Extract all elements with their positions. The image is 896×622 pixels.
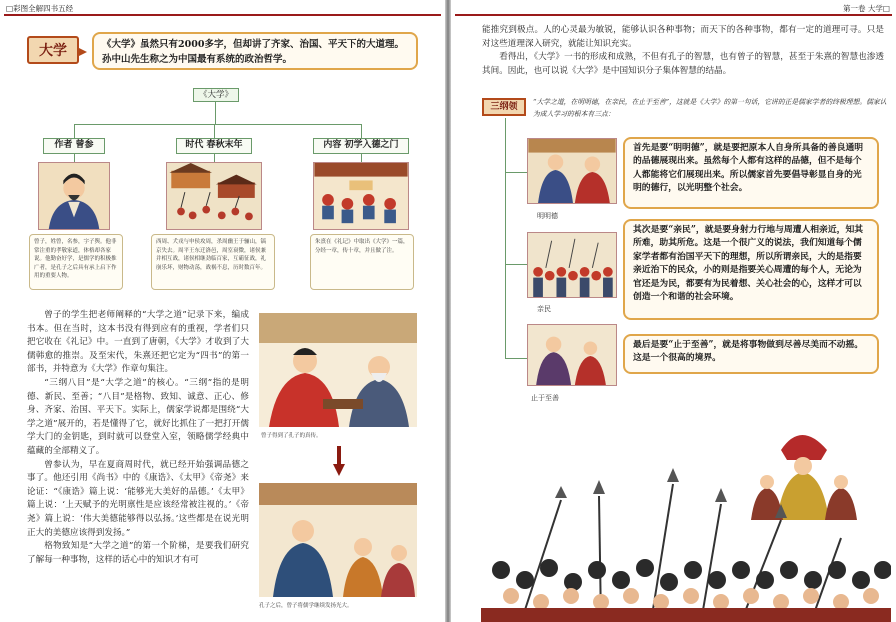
confucius-teaching-illustration <box>259 313 417 427</box>
qin-min-illustration <box>527 232 617 298</box>
paragraph: 曾子的学生把老师阐释的“大学之道”记录下来，编成书本。但在当时，这本书没有得到应有的重视，学者们只把它收在《礼记》中。一直到了唐朝，《大学》才收到了大儒韩愈的推崇。及至宋代，朱熹还把它定为“四书”的第一部书，并特意为《大学》作章句集注。 <box>27 310 249 375</box>
great-learning-class-illustration <box>313 162 409 230</box>
paragraph: 看得出，《大学》一书的形成和成熟，不但有孔子的智慧，也有曾子的智慧，甚至于朱熹的智慧也渗透其间。因此，也可以说《大学》是中国知识分子集体智慧的结晶。 <box>482 52 884 76</box>
right-body-text-top <box>482 24 884 78</box>
tree-connector <box>74 124 362 125</box>
point-bubble-zhi-yu-zhi-shan: 最后是要“止于至善”，就是将事物做到尽善尽美而不动摇。这是一个很高的境界。 <box>623 334 879 374</box>
down-arrow-icon <box>333 446 345 476</box>
zhi-yu-zhi-shan-illustration <box>527 324 617 386</box>
paragraph: 能推究到极点。人的心灵最为敏锐，能够认识各种事物；而天下的各种事物，都有一定的道理可寻。只是对这些道理深入研究，就能让知识充实。 <box>482 25 884 49</box>
left-page <box>0 0 445 622</box>
tree-connector <box>214 124 215 138</box>
content-note: 朱熹在《礼记》中取出《大学》一篇，分经一章，传十章，并且做了注。 <box>310 234 414 290</box>
point-bubble-qin-min: 其次是要“亲民”，就是要身射力行地与周遭人相亲近，知其所难，助其所危。这是一个很广义的说法，我们知道每个儒家学者都有治国平天下的理想，所以所谓亲民，大的是指要亲近治下的民众，小的则是指要关心周遭的每个人，无论为官还是为民，都要有为民着想、关心社会的心，这样才可以创造一个和谐的社会环境。 <box>623 219 879 320</box>
section-intro: “大学之道，在明明德，在亲民，在止于至善”，这就是《大学》的第一句话，它讲的正是儒家学者的终极理想。儒家认为成人学习的根本有三点： <box>533 98 887 118</box>
paragraph: “三纲八目”是“大学之道”的核心。“三纲”指的是明德、新民、至善；“八目”是格物、致知、诚意、正心、修身、齐家、治国、平天下。实际上，儒家学说都是围绕“大学之道”展开的，若是懂得了它，就好比抓住了一把打开儒学大门的金钥匙，到时就可以登堂入室，领略儒学经典中蕴藏的全部精义了。 <box>27 377 249 456</box>
crowd-procession-illustration <box>481 420 891 622</box>
section-tag: 三纲领 <box>482 98 526 116</box>
tree-connector <box>74 124 75 138</box>
running-head-left: □彩图全解四书五经 <box>6 4 74 13</box>
right-page <box>451 0 896 622</box>
tree-connector <box>215 102 216 124</box>
zengzi-portrait-illustration <box>38 162 110 230</box>
illustration-caption-bottom: 孔子之后，曾子将儒学继续发扬光大。 <box>259 603 353 609</box>
tree-connector <box>74 154 75 162</box>
tree-root-node: 《大学》 <box>193 88 239 102</box>
tree-connector <box>505 172 527 173</box>
point-bubble-ming-ming-de: 首先是要“明明德”，就是要把原本人自身所具备的善良通明的品德展现出来。虽然每个人都有这样的品德，但不是每个人都能将它们展现出来。所以儒家首先要倡导彰显自身的光明的德行，以光明整个社会。 <box>623 137 879 209</box>
tree-connector <box>361 154 362 162</box>
point-label: 止于至善 <box>531 394 559 402</box>
point-label: 明明德 <box>537 212 558 220</box>
paragraph: 格物致知是“大学之道”的第一个阶梯，是要我们研究了解每一种事物，这样的话心中的知识才有可 <box>27 541 249 565</box>
header-rule <box>4 14 441 16</box>
zengzi-lecturing-illustration <box>259 483 417 597</box>
category-era: 时代 春秋末年 <box>176 138 252 154</box>
running-head-right: 第一卷 大学□ <box>843 4 890 13</box>
category-author: 作者 曾参 <box>43 138 105 154</box>
point-label: 亲民 <box>537 305 551 313</box>
tree-connector <box>214 154 215 162</box>
tree-connector <box>505 118 506 358</box>
chapter-title: 大学 <box>27 36 79 64</box>
paragraph: 曾参认为，早在夏商周时代，就已经开始强调品德之事了。他还引用《尚书》中的《康诰》、《太甲》《帝尧》来论证：“《康诰》篇上说：‘能够光大美好的品德。’《太甲》篇上说：‘上天赋予的光明禀性是应该经常被注视的。’《帝尧》篇上说：‘伟大美德能够得以弘扬。’这些都是在说光明正大的美德应该得到发扬。” <box>27 459 249 538</box>
tree-connector <box>505 358 527 359</box>
illustration-caption-top: 曾子得到了孔子的真传。 <box>261 433 322 439</box>
tree-connector <box>505 264 527 265</box>
category-content: 内容 初学入德之门 <box>313 138 409 154</box>
left-body-text <box>27 309 249 613</box>
header-rule <box>455 14 892 16</box>
ming-ming-de-illustration <box>527 138 617 204</box>
intro-box: 《大学》虽然只有2000多字，但却讲了齐家、治国、平天下的大道理。孙中山先生称之为中国最有系统的政治哲学。 <box>92 32 418 70</box>
spring-autumn-era-illustration <box>166 162 262 230</box>
era-note: 西周、犬戎与申侯攻周，杀周幽王于骊山，镐京失去。周平王东迁洛邑，周室衰微，诸侯兼并相互战，诸侯相继劲临百家，互霸征战，礼崩乐坏，财物动荡，战祸不息，历时数百年。 <box>151 234 275 290</box>
author-note: 曾子，姓曾，名参，字子舆。他非常注重的孝敬家道，体格却各家说。他勤奋好学，是儒学的积极推广者，是孔子之后具有承上启下作用的重要人物。 <box>29 234 123 290</box>
tree-connector <box>361 124 362 138</box>
